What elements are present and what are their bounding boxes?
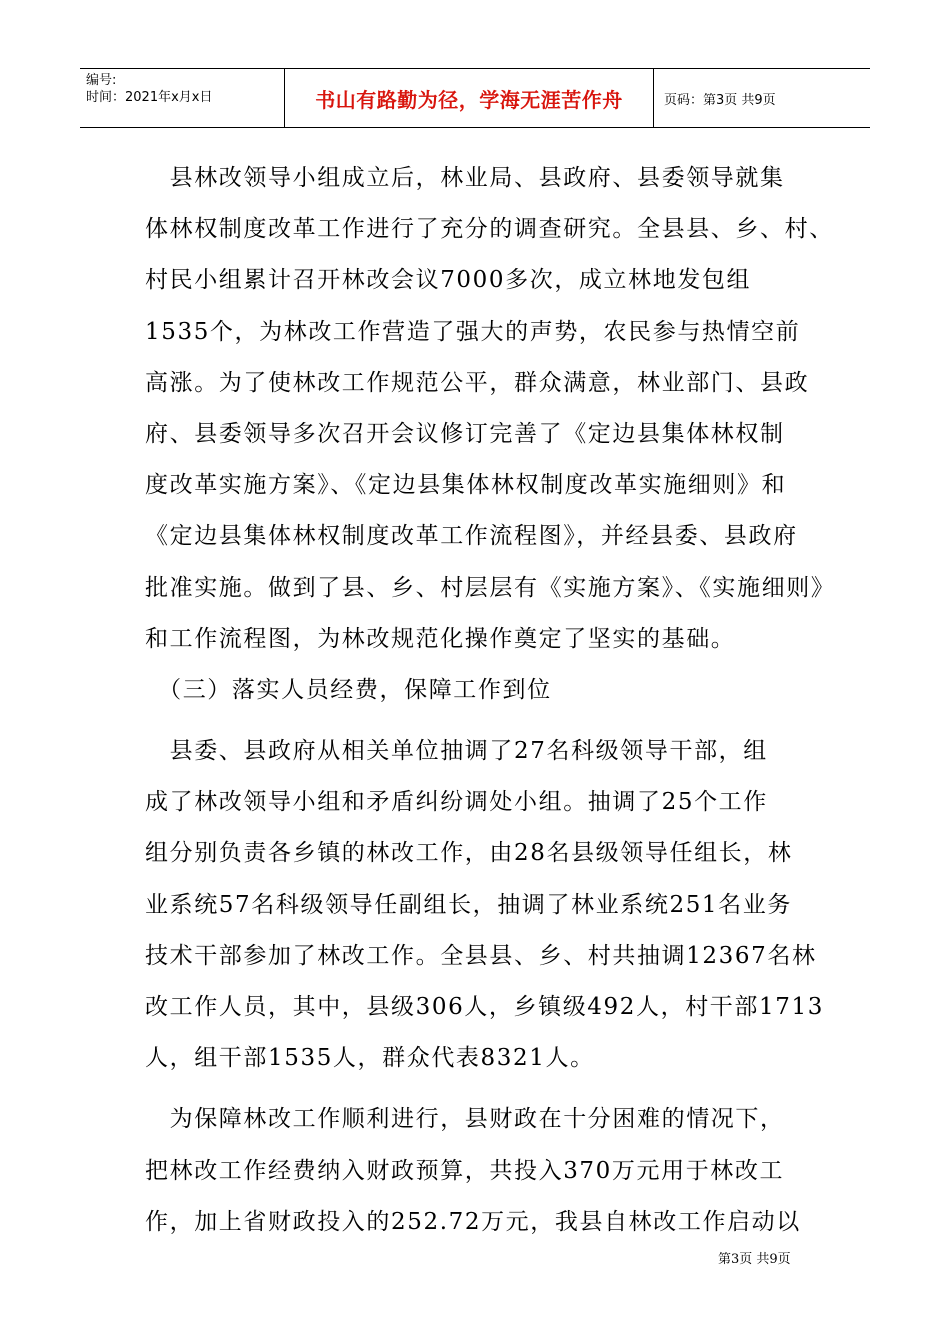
page-header bbox=[80, 68, 870, 128]
body-line: 作，加上省财政投入的252.72万元，我县自林改工作启动以 bbox=[145, 1208, 801, 1235]
document-number-label: 编号: bbox=[86, 73, 117, 88]
header-page-number: 页码：第3页 共9页 bbox=[664, 92, 776, 108]
body-line: 村民小组累计召开林改会议7000多次，成立林地发包组 bbox=[145, 267, 752, 294]
body-line: 批准实施。做到了县、乡、村层层有《实施方案》、《实施细则》 bbox=[145, 574, 836, 601]
document-body bbox=[145, 153, 836, 1248]
body-line: 把林改工作经费纳入财政预算，共投入370万元用于林改工 bbox=[145, 1157, 785, 1184]
header-motto: 书山有路勤为径，学海无涯苦作舟 bbox=[315, 87, 623, 112]
body-line: 高涨。为了使林改工作规范公平，群众满意，林业部门、县政 bbox=[145, 369, 810, 396]
body-line: 业系统57名科级领导任副组长，抽调了林业系统251名业务 bbox=[145, 891, 792, 918]
body-line: 县林改领导小组成立后，林业局、县政府、县委领导就集 bbox=[145, 165, 785, 191]
body-line: 技术干部参加了林改工作。全县县、乡、村共抽调12367名林 bbox=[145, 942, 817, 969]
page-footer: 第3页 共9页 bbox=[718, 1252, 791, 1267]
header-meta bbox=[80, 69, 284, 127]
body-line: 县委、县政府从相关单位抽调了27名科级领导干部，组 bbox=[145, 738, 768, 765]
header-motto-cell bbox=[284, 69, 654, 127]
header-page-cell bbox=[654, 69, 870, 127]
section-heading: （三）落实人员经费，保障工作到位 bbox=[145, 676, 552, 703]
document-date-label: 时间：2021年x月x日 bbox=[86, 90, 213, 105]
body-line: 成了林改领导小组和矛盾纠纷调处小组。抽调了25个工作 bbox=[145, 789, 768, 816]
body-line: 组分别负责各乡镇的林改工作，由28名县级领导任组长，林 bbox=[145, 840, 793, 867]
body-line: 和工作流程图，为林改规范化操作奠定了坚实的基础。 bbox=[145, 625, 736, 652]
body-line: 体林权制度改革工作进行了充分的调查研究。全县县、乡、村、 bbox=[145, 216, 834, 243]
body-line: 人，组干部1535人，群众代表8321人。 bbox=[145, 1045, 595, 1072]
body-line: 《定边县集体林权制度改革工作流程图》，并经县委、县政府 bbox=[145, 523, 798, 550]
body-line: 度改革实施方案》、《定边县集体林权制度改革实施细则》和 bbox=[145, 472, 787, 499]
body-line: 为保障林改工作顺利进行，县财政在十分困难的情况下， bbox=[145, 1106, 785, 1133]
body-line: 1535个，为林改工作营造了强大的声势，农民参与热情空前 bbox=[145, 318, 801, 345]
body-line: 府、县委领导多次召开会议修订完善了《定边县集体林权制 bbox=[145, 420, 785, 447]
body-line: 改工作人员，其中，县级306人，乡镇级492人，村干部1713 bbox=[145, 994, 824, 1020]
